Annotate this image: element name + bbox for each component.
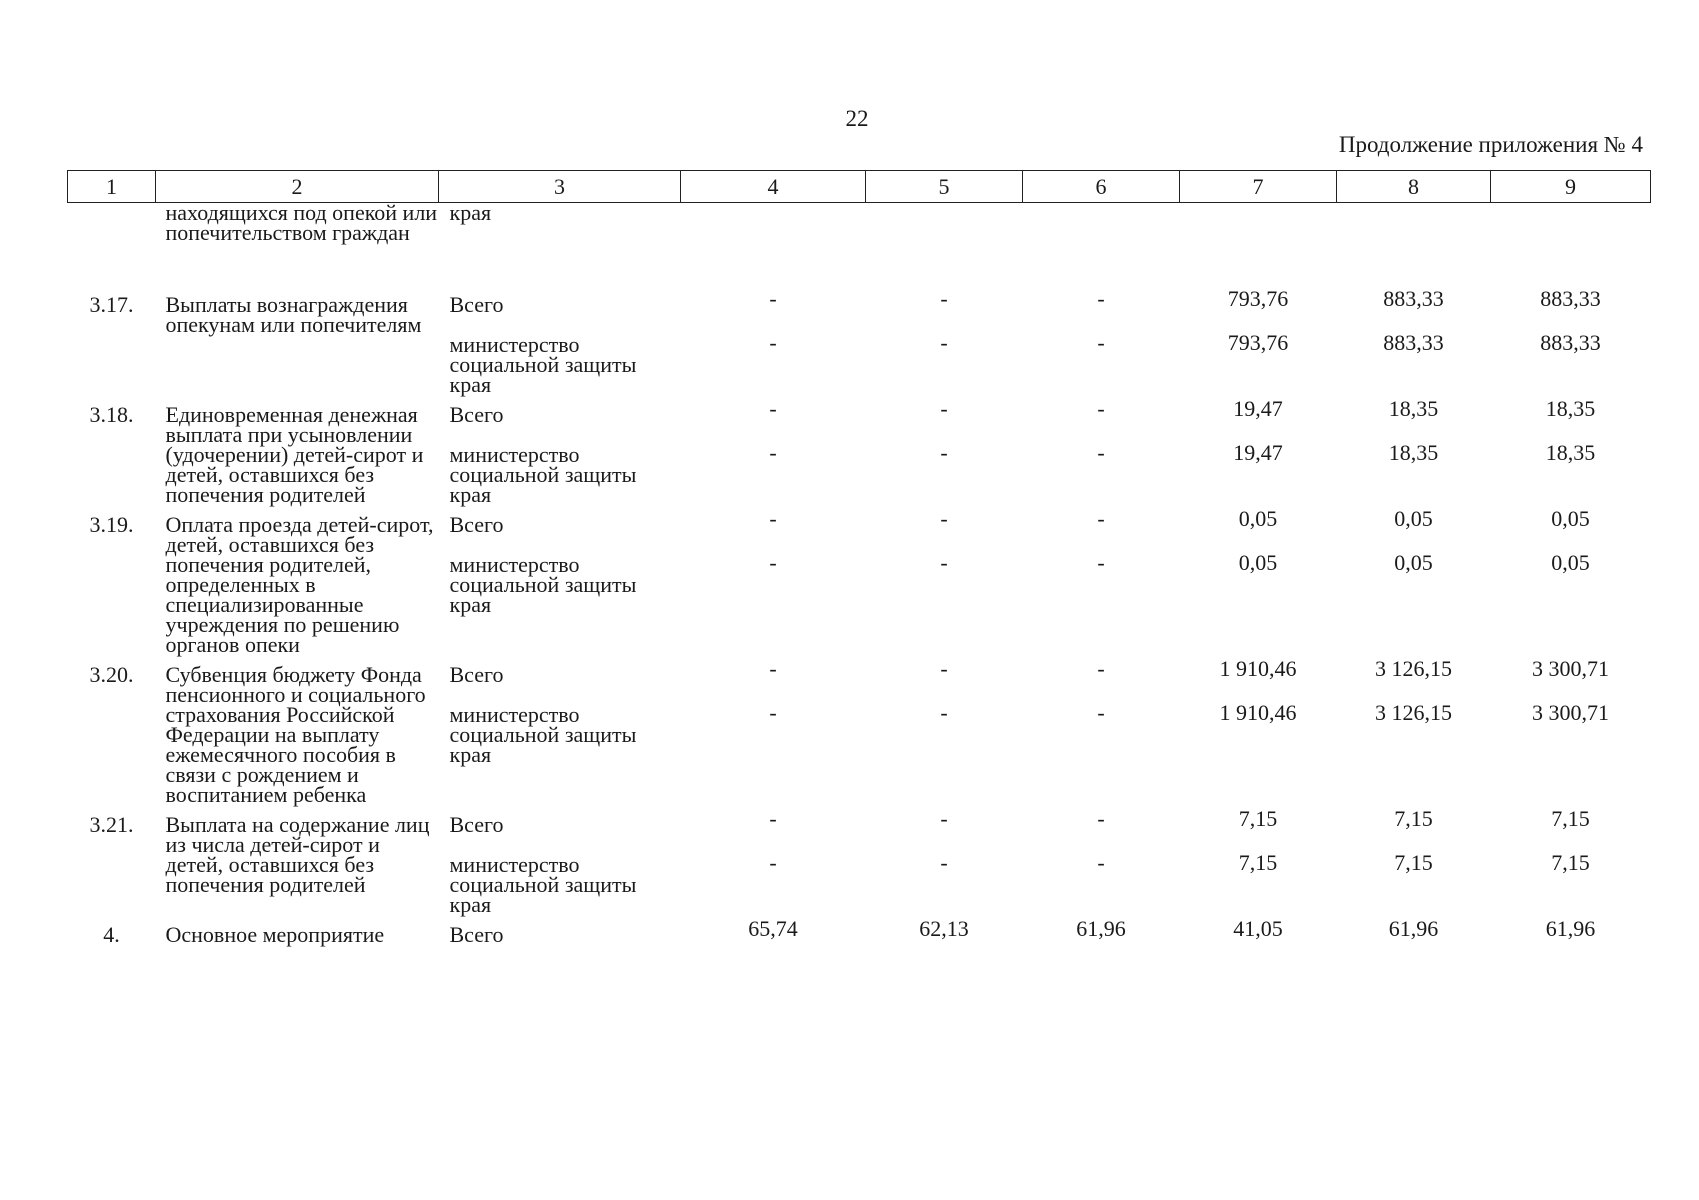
value-cell: 61,96 <box>1076 916 1126 941</box>
table-row <box>68 285 1651 329</box>
value-cell <box>1491 203 1651 286</box>
value-cell: 61,96 <box>1388 916 1439 941</box>
value-cell: - <box>1097 330 1105 355</box>
table-row <box>68 203 1651 286</box>
value-cell: 883,33 <box>1383 286 1444 311</box>
funding-source-cell: Всего <box>449 512 504 537</box>
value-cell: 793,76 <box>1227 330 1289 355</box>
value-cell: 7,15 <box>1551 850 1590 875</box>
column-header: 2 <box>156 171 439 203</box>
value-cell: 3 300,71 <box>1532 656 1609 681</box>
column-header: 7 <box>1180 171 1337 203</box>
value-cell <box>1180 203 1337 286</box>
table-row <box>68 655 1651 699</box>
value-cell: 883,33 <box>1383 330 1444 355</box>
value-cell: - <box>769 506 777 531</box>
activity-name-cell: Выплаты вознаграждения опекунам или попечителям <box>165 292 422 337</box>
activity-name-cell: находящихся под опекой или попечительством граждан <box>165 200 438 245</box>
row-number-cell: 3.17. <box>89 292 134 317</box>
value-cell: 41,05 <box>1233 916 1283 941</box>
value-cell: - <box>769 850 777 875</box>
value-cell: 3 126,15 <box>1375 700 1452 725</box>
value-cell: 7,15 <box>1238 850 1278 875</box>
value-cell: - <box>1097 806 1105 831</box>
column-header: 1 <box>68 171 156 203</box>
table-row <box>68 915 1651 945</box>
value-cell: - <box>769 806 777 831</box>
value-cell: 18,35 <box>1388 440 1439 465</box>
value-cell: - <box>1097 656 1105 681</box>
value-cell: - <box>940 440 948 465</box>
value-cell: - <box>1097 440 1105 465</box>
value-cell: 65,74 <box>748 916 798 941</box>
value-cell: - <box>769 550 777 575</box>
value-cell: - <box>940 506 948 531</box>
column-header: 8 <box>1337 171 1491 203</box>
value-cell: - <box>769 656 777 681</box>
row-number-cell <box>68 203 156 286</box>
column-header: 4 <box>681 171 866 203</box>
funding-source-cell: министерство социальной защиты края <box>449 702 637 767</box>
column-header: 5 <box>866 171 1023 203</box>
value-cell: 3 126,15 <box>1375 656 1452 681</box>
value-cell: - <box>769 440 777 465</box>
value-cell: 61,96 <box>1545 916 1596 941</box>
column-header: 3 <box>439 171 681 203</box>
value-cell: 793,76 <box>1227 286 1289 311</box>
value-cell: 0,05 <box>1551 506 1590 531</box>
value-cell: 1 910,46 <box>1219 700 1297 725</box>
value-cell: - <box>940 806 948 831</box>
value-cell: 18,35 <box>1545 440 1596 465</box>
value-cell: 19,47 <box>1233 440 1283 465</box>
page-number: 22 <box>845 106 869 131</box>
value-cell: - <box>1097 286 1105 311</box>
row-number-cell: 4. <box>103 922 120 947</box>
value-cell: 0,05 <box>1394 550 1433 575</box>
value-cell <box>1023 203 1180 286</box>
activity-name-cell: Оплата проезда детей-сирот, детей, оставшихся без попечения родителей, определенных в специализированные учреждения по решению органов опеки <box>165 512 434 657</box>
value-cell: - <box>769 700 777 725</box>
funding-source-cell: Всего <box>449 402 504 427</box>
value-cell: - <box>940 550 948 575</box>
funding-source-cell: Всего <box>449 662 504 687</box>
funding-source-cell: Всего <box>449 812 504 837</box>
value-cell: 18,35 <box>1545 396 1596 421</box>
funding-source-cell: министерство социальной защиты края <box>449 442 637 507</box>
value-cell: 7,15 <box>1238 806 1278 831</box>
activity-name-cell: Субвенция бюджету Фонда пенсионного и социального страхования Российской Федерации на выплату ежемесячного пособия в связи с рождением и воспитанием ребенка <box>165 662 426 807</box>
value-cell: 1 910,46 <box>1219 656 1297 681</box>
value-cell: - <box>769 330 777 355</box>
value-cell: - <box>769 396 777 421</box>
value-cell: - <box>940 330 948 355</box>
row-number-cell: 3.21. <box>89 812 134 837</box>
value-cell: 0,05 <box>1238 506 1278 531</box>
table-body <box>68 200 1651 947</box>
value-cell: - <box>1097 396 1105 421</box>
table-row <box>68 395 1651 439</box>
value-cell: 0,05 <box>1394 506 1433 531</box>
value-cell: - <box>769 286 777 311</box>
column-number-header-row <box>68 171 1651 203</box>
funding-source-cell: Всего <box>449 292 504 317</box>
funding-source-cell: Всего <box>449 922 504 947</box>
value-cell: - <box>1097 700 1105 725</box>
value-cell: - <box>1097 506 1105 531</box>
funding-source-cell: министерство социальной защиты края <box>449 552 637 617</box>
value-cell: 3 300,71 <box>1532 700 1609 725</box>
value-cell: 0,05 <box>1238 550 1278 575</box>
table-row <box>68 805 1651 849</box>
value-cell: - <box>940 286 948 311</box>
value-cell <box>866 203 1023 286</box>
value-cell: 7,15 <box>1551 806 1590 831</box>
funding-source-cell: министерство социальной защиты края <box>449 852 637 917</box>
value-cell: 7,15 <box>1394 850 1433 875</box>
value-cell: 62,13 <box>919 916 969 941</box>
value-cell: 19,47 <box>1233 396 1283 421</box>
row-number-cell: 3.19. <box>89 512 134 537</box>
funding-source-cell: министерство социальной защиты края <box>449 332 637 397</box>
value-cell: 0,05 <box>1551 550 1590 575</box>
activity-name-cell: Выплата на содержание лиц из числа детей-сирот и детей, оставшихся без попечения родителей <box>165 812 430 897</box>
column-header: 6 <box>1023 171 1180 203</box>
column-header: 9 <box>1491 171 1651 203</box>
appendix-continuation-note: Продолжение приложения № 4 <box>1338 132 1643 157</box>
budget-table <box>67 170 1651 945</box>
funding-source-cell: края <box>449 200 492 225</box>
value-cell: 18,35 <box>1388 396 1439 421</box>
activity-name-cell: Единовременная денежная выплата при усыновлении (удочерении) детей-сирот и детей, оставшихся без попечения родителей <box>165 402 424 507</box>
row-number-cell: 3.20. <box>89 662 134 687</box>
value-cell <box>1337 203 1491 286</box>
table-row <box>68 505 1651 549</box>
value-cell: 883,33 <box>1540 330 1601 355</box>
value-cell: - <box>1097 550 1105 575</box>
value-cell: - <box>940 850 948 875</box>
value-cell <box>681 203 866 286</box>
value-cell: 883,33 <box>1540 286 1601 311</box>
value-cell: 7,15 <box>1394 806 1433 831</box>
activity-name-cell: Основное мероприятие <box>165 922 385 947</box>
value-cell: - <box>940 396 948 421</box>
value-cell: - <box>940 700 948 725</box>
row-number-cell: 3.18. <box>89 402 134 427</box>
value-cell: - <box>1097 850 1105 875</box>
value-cell: - <box>940 656 948 681</box>
